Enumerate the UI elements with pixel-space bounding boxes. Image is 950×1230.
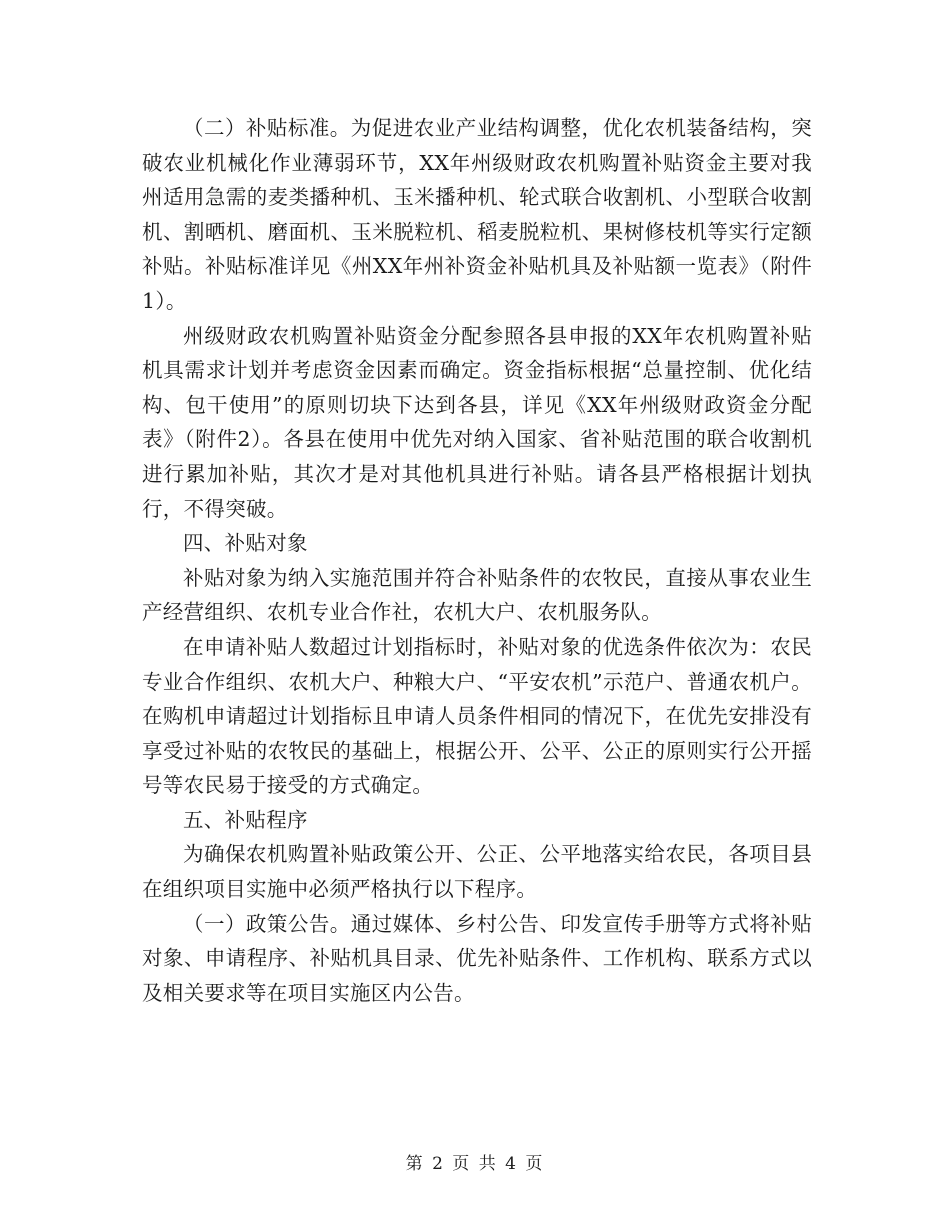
document-body <box>142 111 812 1010</box>
page-number-footer: 第 2 页 共 4 页 <box>405 1154 545 1174</box>
paragraph-fund-allocation: 州级财政农机购置补贴资金分配参照各县申报的XX年农机购置补贴机具需求计划并考虑资金因素而确定。资金指标根据“总量控制、优化结构、包干使用”的原则切块下达到各县，详见《XX年州级财政资金分配表》（附件2）。各县在使用中优先对纳入国家、省补贴范围的联合收割机进行累加补贴，其次才是对其他机具进行补贴。请各县严格根据计划执行，不得突破。 <box>142 323 812 521</box>
paragraph-subsidy-targets: 补贴对象为纳入实施范围并符合补贴条件的农牧民，直接从事农业生产经营组织、农机专业合作社，农机大户、农机服务队。 <box>142 565 812 625</box>
section-heading-subsidy-procedure: 五、补贴程序 <box>183 807 308 832</box>
paragraph-subsidy-standard: （二）补贴标准。为促进农业产业结构调整，优化农机装备结构，突破农业机械化作业薄弱环节，XX年州级财政农机购置补贴资金主要对我州适用急需的麦类播种机、玉米播种机、轮式联合收割机、小型联合收割机、割晒机、磨面机、玉米脱粒机、稻麦脱粒机、果树修枝机等实行定额补贴。补贴标准详见《州XX年州补资金补贴机具及补贴额一览表》（附件1）。 <box>142 116 812 313</box>
paragraph-procedure-intro: 为确保农机购置补贴政策公开、公正、公平地落实给农民，各项目县在组织项目实施中必须严格执行以下程序。 <box>142 842 812 902</box>
paragraph-policy-announcement: （一）政策公告。通过媒体、乡村公告、印发宣传手册等方式将补贴对象、申请程序、补贴机具目录、优先补贴条件、工作机构、联系方式以及相关要求等在项目实施区内公告。 <box>142 911 812 1005</box>
paragraph-priority-conditions: 在申请补贴人数超过计划指标时，补贴对象的优选条件依次为：农民专业合作组织、农机大户、种粮大户、“平安农机”示范户、普通农机户。在购机申请超过计划指标且申请人员条件相同的情况下，在优先安排没有享受过补贴的农牧民的基础上，根据公开、公平、公正的原则实行公开摇号等农民易于接受的方式确定。 <box>142 634 812 798</box>
section-heading-subsidy-targets: 四、补贴对象 <box>183 531 308 556</box>
